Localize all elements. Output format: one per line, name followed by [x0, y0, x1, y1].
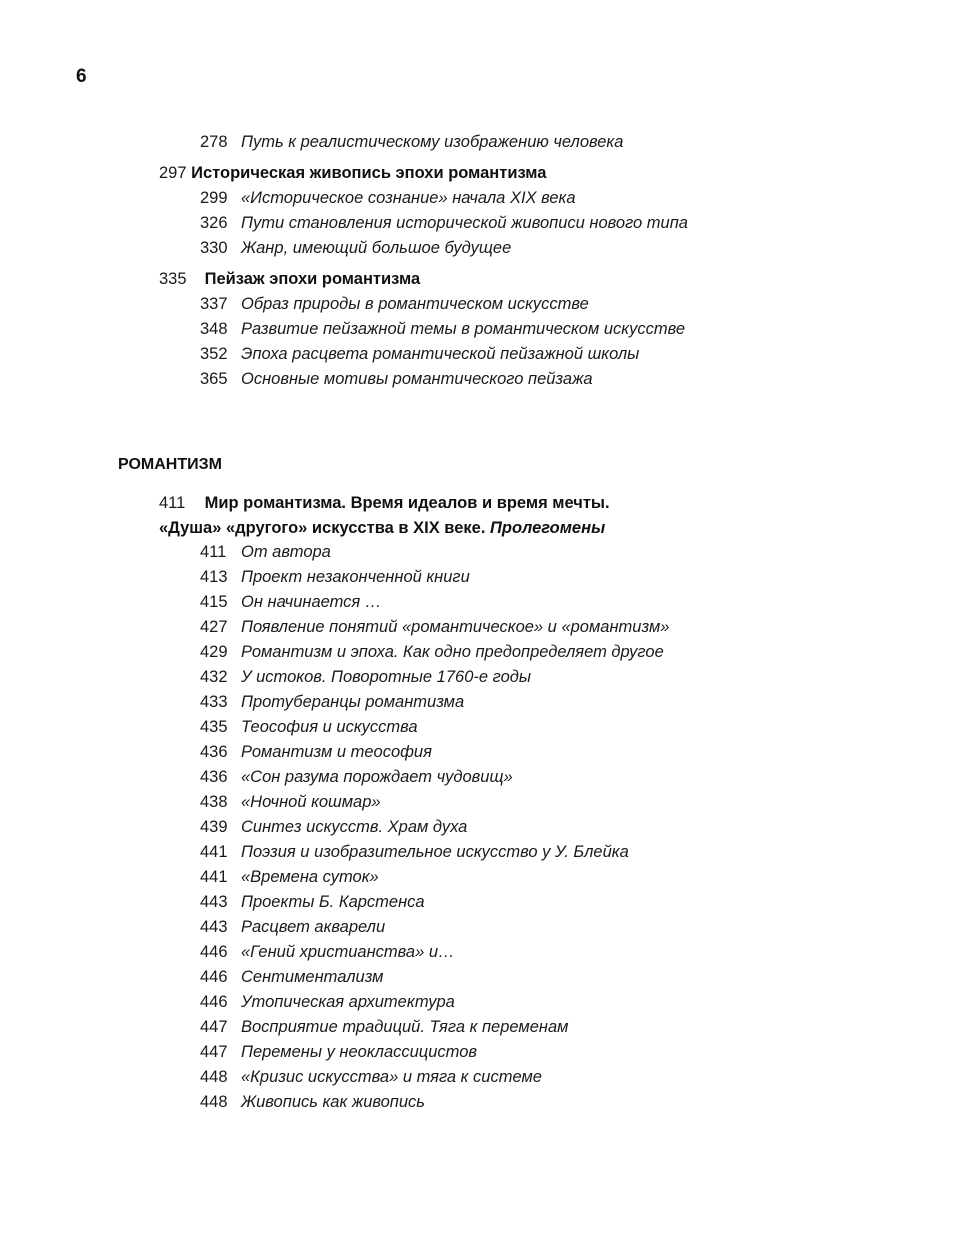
page-number: 6 — [76, 66, 87, 87]
toc-page-number: 448 — [200, 1093, 228, 1111]
toc-page-number: 436 — [200, 768, 228, 786]
toc-title: Развитие пейзажной темы в романтическом искусстве — [241, 320, 686, 338]
toc-page-number: 441 — [200, 843, 228, 861]
toc-chapter-title: Историческая живопись эпохи романтизма — [191, 164, 547, 182]
toc-title: Живопись как живопись — [241, 1093, 425, 1111]
toc-title: Эпоха расцвета романтической пейзажной школы — [241, 345, 640, 363]
toc-title: Перемены у неоклассицистов — [241, 1043, 478, 1061]
toc-page-number: 337 — [200, 295, 228, 313]
toc-title: У истоков. Поворотные 1760-е годы — [241, 668, 532, 686]
toc-page-number: 435 — [200, 718, 228, 736]
toc-page-number: 348 — [200, 320, 228, 338]
toc-chapter[interactable] — [159, 493, 610, 513]
toc-page-number: 436 — [200, 743, 228, 761]
toc-page-number: 441 — [200, 868, 228, 886]
toc-chapter-subtitle: «Душа» «другого» искусства в XIX веке. — [159, 519, 490, 537]
toc-title: Протуберанцы романтизма — [241, 693, 465, 711]
section-heading: РОМАНТИЗМ — [118, 456, 222, 473]
toc-title: Проекты Б. Карстенса — [241, 893, 425, 911]
toc-title: Сентиментализм — [241, 968, 384, 986]
toc-page-number: 446 — [200, 993, 228, 1011]
toc-chapter[interactable] — [159, 163, 546, 183]
toc-title: От автора — [241, 543, 331, 561]
toc-page-number: 447 — [200, 1043, 228, 1061]
toc-page-number: 439 — [200, 818, 228, 836]
toc-title: Образ природы в романтическом искусстве — [241, 295, 589, 313]
toc-title: Основные мотивы романтического пейзажа — [241, 370, 593, 388]
toc-page-number: 335 — [159, 270, 187, 288]
toc-title: Он начинается … — [241, 593, 382, 611]
toc-page-number: 411 — [159, 494, 186, 512]
toc-title: Теософия и искусства — [241, 718, 418, 736]
toc-chapter-title: Пейзаж эпохи романтизма — [204, 270, 421, 288]
toc-title: Пути становления исторической живописи нового типа — [241, 214, 688, 232]
toc-title: Проект незаконченной книги — [241, 568, 470, 586]
toc-title: Расцвет акварели — [241, 918, 386, 936]
toc-chapter[interactable] — [159, 269, 420, 289]
toc-page-number: 352 — [200, 345, 228, 363]
toc-title: «Сон разума порождает чудовищ» — [241, 768, 513, 786]
toc-title: «Ночной кошмар» — [241, 793, 381, 811]
toc-page-number: 415 — [200, 593, 228, 611]
toc-page-number: 443 — [200, 918, 228, 936]
toc-page-number: 433 — [200, 693, 228, 711]
toc-page-number: 326 — [200, 214, 228, 232]
toc-page-number: 278 — [200, 133, 228, 151]
toc-page-number: 411 — [200, 543, 227, 561]
toc-title: Восприятие традиций. Тяга к переменам — [241, 1018, 569, 1036]
toc-page-number: 365 — [200, 370, 228, 388]
toc-page-number: 427 — [200, 618, 228, 636]
toc-chapter-subtitle-italic: Пролегомены — [490, 519, 606, 537]
toc-title: Утопическая архитектура — [241, 993, 455, 1011]
toc-title: «Кризис искусства» и тяга к системе — [241, 1068, 542, 1086]
toc-page-number: 443 — [200, 893, 228, 911]
toc-title: Жанр, имеющий большое будущее — [241, 239, 512, 257]
toc-page-number: 448 — [200, 1068, 228, 1086]
toc-page-number: 429 — [200, 643, 228, 661]
toc-page-number: 438 — [200, 793, 228, 811]
toc-page-number: 297 — [159, 164, 187, 182]
toc-title: Появление понятий «романтическое» и «романтизм» — [241, 618, 670, 636]
toc-chapter-title-continued — [159, 518, 605, 538]
toc-page-number: 447 — [200, 1018, 228, 1036]
toc-title: Романтизм и теософия — [241, 743, 432, 761]
toc-title: Поэзия и изобразительное искусство у У. Блейка — [241, 843, 629, 861]
toc-title: Синтез искусств. Храм духа — [241, 818, 468, 836]
toc-page-number: 432 — [200, 668, 228, 686]
toc-title: Путь к реалистическому изображению человека — [241, 133, 624, 151]
toc-page-number: 446 — [200, 968, 228, 986]
toc-title: «Времена суток» — [241, 868, 379, 886]
toc-title: Романтизм и эпоха. Как одно предопределяет другое — [241, 643, 664, 661]
toc-chapter-title: Мир романтизма. Время идеалов и время мечты. — [204, 494, 610, 512]
toc-page-number: 446 — [200, 943, 228, 961]
toc-title: «Гений христианства» и… — [241, 943, 455, 961]
toc-title: «Историческое сознание» начала XIX века — [241, 189, 576, 207]
toc-page-number: 413 — [200, 568, 228, 586]
toc-page-number: 299 — [200, 189, 228, 207]
toc-page-number: 330 — [200, 239, 228, 257]
